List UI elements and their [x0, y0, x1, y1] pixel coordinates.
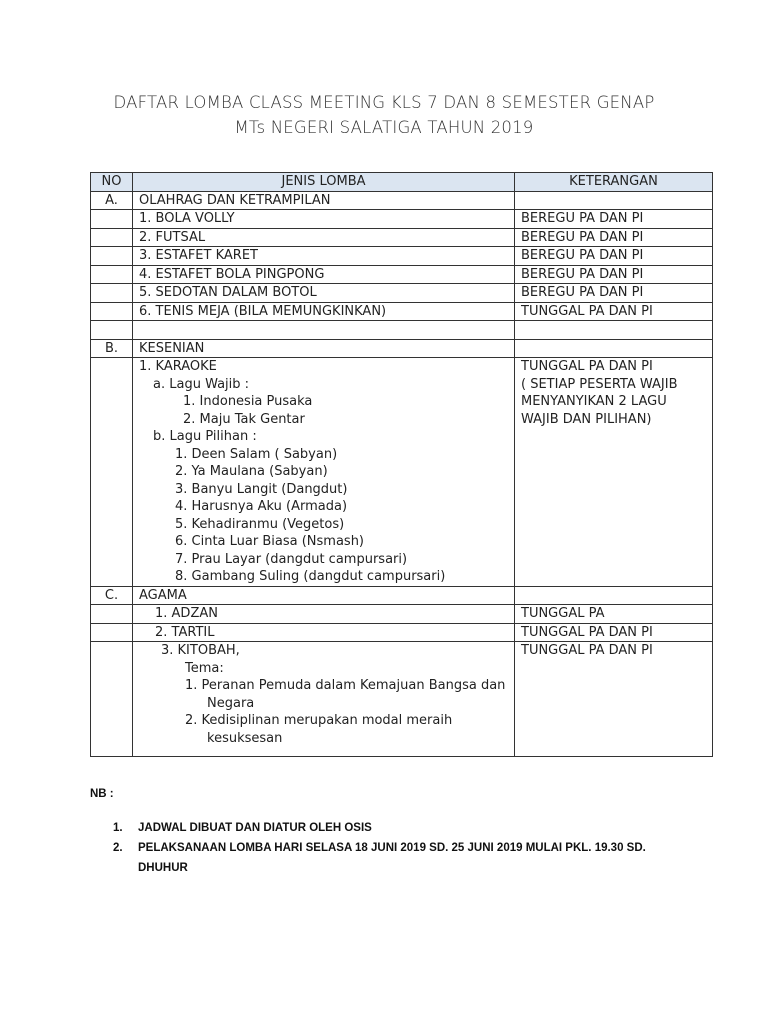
competition-note: BEREGU PA DAN PI — [515, 265, 713, 284]
section-c-row — [91, 586, 713, 605]
note-line: TUNGGAL PA DAN PI — [521, 359, 653, 374]
kitobah-title: 3. KITOBAH, — [161, 643, 240, 658]
tema-item: 1. Peranan Pemuda dalam Kemajuan Bangsa dan Negara — [185, 678, 506, 711]
competition-name — [133, 623, 515, 642]
note-text: JADWAL DIBUAT DAN DIATUR OLEH OSIS — [138, 822, 372, 834]
note-line: ( SETIAP PESERTA WAJIB — [521, 376, 678, 392]
kitobah-note: TUNGGAL PA DAN PI — [515, 642, 713, 757]
empty-row — [91, 321, 713, 340]
wajib-label: a. Lagu Wajib : — [153, 376, 250, 392]
table-row — [91, 302, 713, 321]
pilihan-song: 4. Harusnya Aku (Armada) — [175, 499, 348, 514]
wajib-song: 2. Maju Tak Gentar — [183, 411, 305, 427]
karaoke-row — [91, 358, 713, 587]
note-item — [113, 838, 673, 878]
section-a-row — [91, 191, 713, 210]
competition-name: 6. TENIS MEJA (BILA MEMUNGKINKAN) — [133, 302, 515, 321]
karaoke-title: 1. KARAOKE — [139, 359, 217, 374]
table-row — [91, 228, 713, 247]
table-row — [91, 284, 713, 303]
kitobah-row — [91, 642, 713, 757]
pilihan-song: 8. Gambang Suling (dangdut campursari) — [175, 569, 446, 584]
competition-label: 1. ADZAN — [155, 606, 218, 621]
table-row — [91, 265, 713, 284]
competition-table — [90, 172, 713, 757]
note-text: PELAKSANAAN LOMBA HARI SELASA 18 JUNI 2019 SD. 25 JUNI 2019 MULAI PKL. 19.30 SD. DHUHUR — [138, 842, 646, 874]
pilihan-song: 7. Prau Layar (dangdut campursari) — [175, 551, 408, 567]
section-no: A. — [91, 191, 133, 210]
competition-note: TUNGGAL PA DAN PI — [515, 623, 713, 642]
document-subtitle: MTs NEGERI SALATIGA TAHUN 2019 — [234, 118, 534, 137]
header-no: NO — [91, 173, 133, 192]
section-no: C. — [91, 586, 133, 605]
tema-item: 2. Kedisiplinan merupakan modal meraih kesuksesan — [185, 713, 453, 746]
table-row — [91, 210, 713, 229]
section-no: B. — [91, 339, 133, 358]
competition-note: TUNGGAL PA — [515, 605, 713, 624]
competition-name: 1. BOLA VOLLY — [133, 210, 515, 229]
table-row — [91, 605, 713, 624]
note-number: 2. — [113, 842, 123, 854]
notes-label: NB : — [90, 788, 114, 800]
competition-name: 2. FUTSAL — [133, 228, 515, 247]
competition-label: 2. TARTIL — [155, 624, 215, 640]
note-item — [113, 818, 673, 838]
competition-note: BEREGU PA DAN PI — [515, 228, 713, 247]
pilihan-song: 3. Banyu Langit (Dangdut) — [175, 481, 348, 497]
pilihan-label: b. Lagu Pilihan : — [153, 429, 257, 444]
table-header-row — [91, 173, 713, 192]
pilihan-song: 5. Kehadiranmu (Vegetos) — [175, 516, 345, 532]
kitobah-cell — [133, 642, 515, 757]
competition-name: 3. ESTAFET KARET — [133, 247, 515, 266]
note-line: WAJIB DAN PILIHAN) — [521, 411, 652, 427]
tema-label: Tema: — [185, 660, 224, 676]
pilihan-song: 2. Ya Maulana (Sabyan) — [175, 464, 328, 479]
header-jenis-lomba: JENIS LOMBA — [133, 173, 515, 192]
competition-note: BEREGU PA DAN PI — [515, 210, 713, 229]
section-name: AGAMA — [133, 586, 515, 605]
header-keterangan: KETERANGAN — [515, 173, 713, 192]
karaoke-note — [515, 358, 713, 587]
pilihan-song: 1. Deen Salam ( Sabyan) — [175, 446, 338, 462]
note-line: MENYANYIKAN 2 LAGU — [521, 394, 667, 409]
competition-note: BEREGU PA DAN PI — [515, 247, 713, 266]
note-number: 1. — [113, 822, 123, 834]
section-name: KESENIAN — [133, 339, 515, 358]
karaoke-cell — [133, 358, 515, 587]
competition-note: BEREGU PA DAN PI — [515, 284, 713, 303]
document-title: DAFTAR LOMBA CLASS MEETING KLS 7 DAN 8 SEMESTER GENAP — [113, 93, 655, 112]
table-row — [91, 623, 713, 642]
competition-note: TUNGGAL PA DAN PI — [515, 302, 713, 321]
pilihan-song: 6. Cinta Luar Biasa (Nsmash) — [175, 534, 365, 549]
competition-name: 4. ESTAFET BOLA PINGPONG — [133, 265, 515, 284]
competition-name — [133, 605, 515, 624]
section-name: OLAHRAG DAN KETRAMPILAN — [133, 191, 515, 210]
wajib-song: 1. Indonesia Pusaka — [183, 394, 313, 409]
section-b-row — [91, 339, 713, 358]
table-row — [91, 247, 713, 266]
competition-name: 5. SEDOTAN DALAM BOTOL — [133, 284, 515, 303]
